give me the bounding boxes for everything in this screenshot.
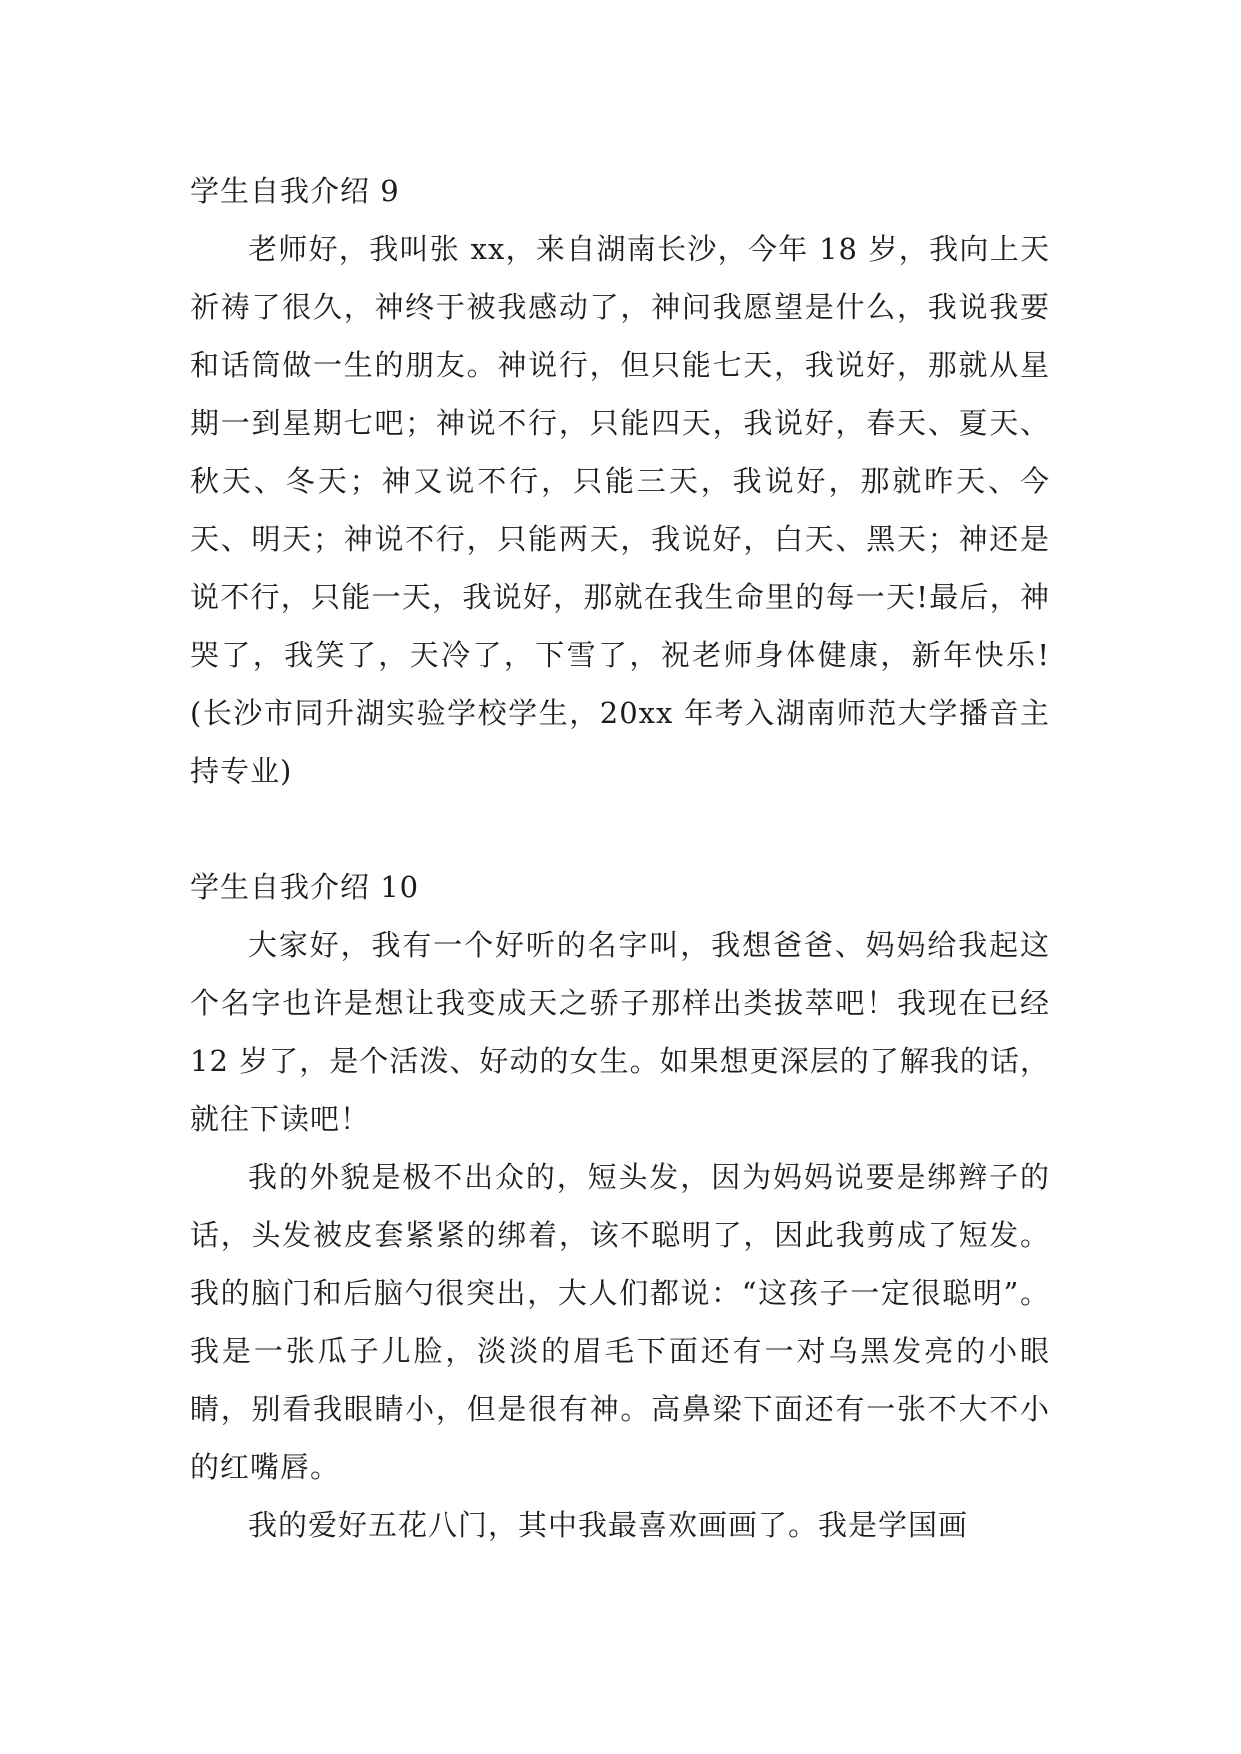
paragraph: 我的爱好五花八门，其中我最喜欢画画了。我是学国画 bbox=[248, 1508, 969, 1542]
section-intro-9 bbox=[190, 162, 1050, 800]
paragraph: 我的外貌是极不出众的，短头发，因为妈妈说要是绑辫子的话，头发被皮套紧紧的绑着，该不聪明了，因此我剪成了短发。我的脑门和后脑勺很突出，大人们都说：“这孩子一定很聪明”。我是一张瓜子儿脸，淡淡的眉毛下面还有一对乌黑发亮的小眼睛，别看我眼睛小，但是很有神。高鼻梁下面还有一张不大不小的红嘴唇。 bbox=[190, 1160, 1050, 1484]
paragraph: 大家好，我有一个好听的名字叫，我想爸爸、妈妈给我起这个名字也许是想让我变成天之骄子那样出类拔萃吧！我现在已经 12 岁了，是个活泼、好动的女生。如果想更深层的了解我的话，就往下读吧！ bbox=[190, 928, 1050, 1136]
paragraph: 老师好，我叫张 xx，来自湖南长沙，今年 18 岁，我向上天祈祷了很久，神终于被我感动了，神问我愿望是什么，我说我要和话筒做一生的朋友。神说行，但只能七天，我说好，那就从星期一到星期七吧；神说不行，只能四天，我说好，春天、夏天、秋天、冬天；神又说不行，只能三天，我说好，那就昨天、今天、明天；神说不行，只能两天，我说好，白天、黑天；神还是说不行，只能一天，我说好，那就在我生命里的每一天!最后，神哭了，我笑了，天冷了，下雪了，祝老师身体健康，新年快乐!(长沙市同升湖实验学校学生，20xx 年考入湖南师范大学播音主持专业) bbox=[190, 232, 1050, 788]
section-spacer bbox=[190, 800, 1050, 858]
section-title: 学生自我介绍 9 bbox=[190, 174, 400, 208]
document-body bbox=[190, 162, 1050, 1554]
section-intro-10 bbox=[190, 858, 1050, 1554]
section-title: 学生自我介绍 10 bbox=[190, 870, 420, 904]
